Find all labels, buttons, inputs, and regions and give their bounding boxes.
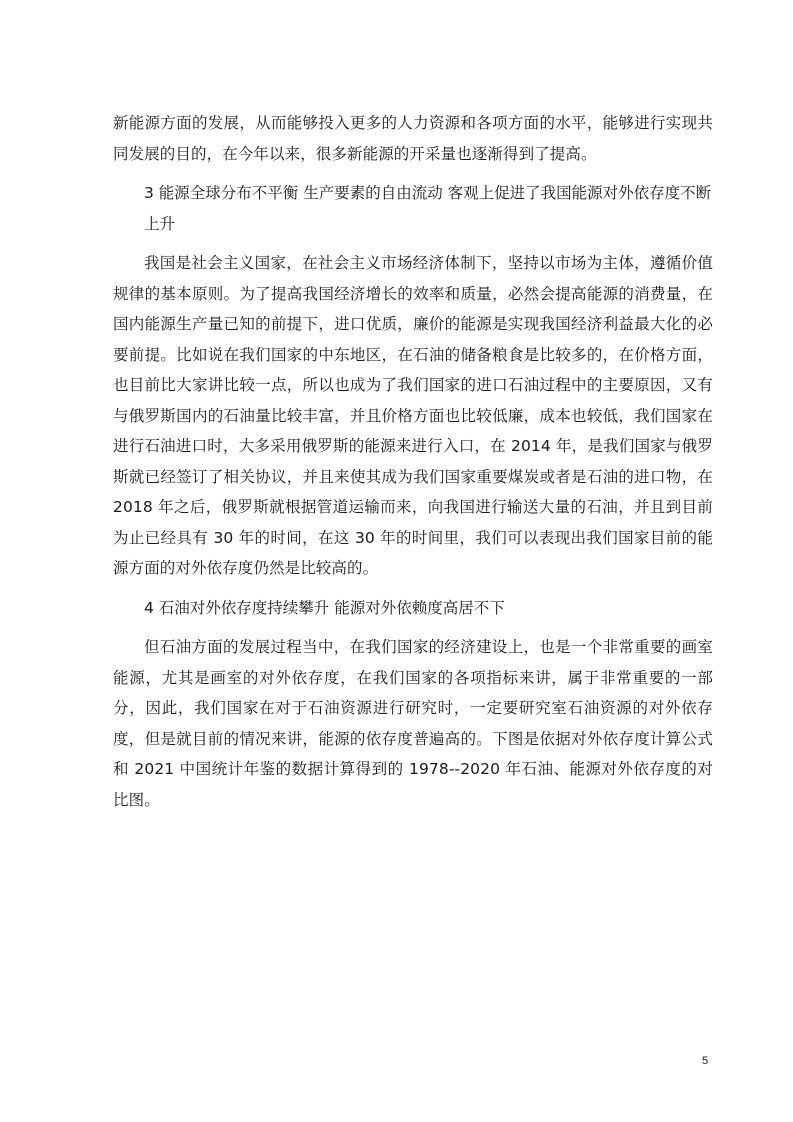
- spacer: [113, 584, 713, 593]
- spacer: [113, 623, 713, 632]
- continuation-paragraph: 新能源方面的发展，从而能够投入更多的人力资源和各项方面的水平，能够进行实现共同发展的目的，在今年以来，很多新能源的开采量也逐渐得到了提高。: [113, 114, 713, 163]
- spacer: [113, 169, 713, 178]
- section-4-paragraph: 但石油方面的发展过程当中，在我们国家的经济建设上，也是一个非常重要的画室能源，尤其是画室的对外依存度，在我们国家的各项指标来讲，属于非常重要的一部分，因此，我们国家在对于石油资源进行研究时，一定要研究室石油资源的对外依存度，但是就目前的情况来讲，能源的依存度普遍高的。下图是依据对外依存度计算公式和 2021 中国统计年鉴的数据计算得到的 1978--2020 年石油、能源对外依存度的对比图。: [113, 638, 713, 809]
- page-number: 5: [702, 1055, 709, 1067]
- section-3-paragraph: 我国是社会主义国家，在社会主义市场经济体制下，坚持以市场为主体，遵循价值规律的基本原则。为了提高我国经济增长的效率和质量，必然会提高能源的消费量，在国内能源生产量已知的前提下，进口优质，廉价的能源是实现我国经济利益最大化的必要前提。比如说在我们国家的中东地区，在石油的储备粮食是比较多的，在价格方面，也目前比大家讲比较一点，所以也成为了我们国家的进口石油过程中的主要原因，又有与俄罗斯国内的石油量比较丰富，并且价格方面也比较低廉，成本也较低，我们国家在进行石油进口时，大多采用俄罗斯的能源来进行入口，在 2014 年，是我们国家与俄罗斯就已经签订了相关协议，并且来使其成为我们国家重要煤炭或者是石油的进口物，在 2018 年之后，俄罗斯就根据管道运输而来，向我国进行输送大量的石油，并且到目前为止已经具有 30 年的时间，在这 30 年的时间里，我们可以表现出我们国家目前的能源方面的对外依存度仍然是比较高的。: [113, 254, 713, 577]
- page-body: [113, 108, 713, 815]
- section-4-heading: 4 石油对外依存度持续攀升 能源对外依赖度高居不下: [144, 598, 505, 617]
- section-3-heading: 3 能源全球分布不平衡 生产要素的自由流动 客观上促进了我国能源对外依存度不断上升: [144, 184, 712, 233]
- spacer: [113, 239, 713, 248]
